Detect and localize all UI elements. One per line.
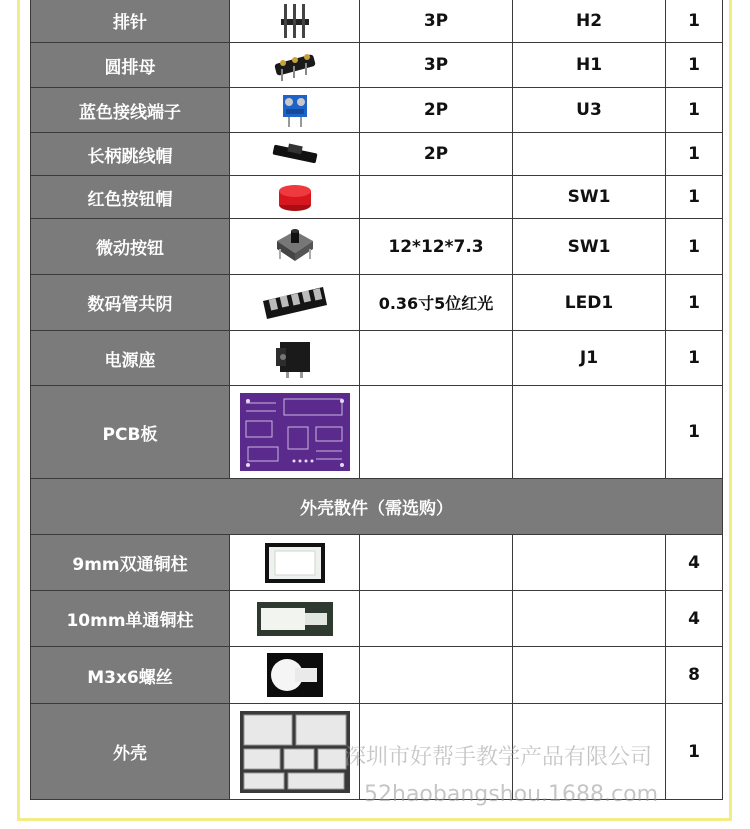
table-row (31, 647, 723, 704)
part-name: 圆排母 (31, 43, 230, 88)
part-ref: SW1 (513, 219, 666, 275)
part-spec (360, 591, 513, 647)
part-name: 长柄跳线帽 (31, 133, 230, 176)
section-header-row (31, 479, 723, 535)
part-ref: H1 (513, 43, 666, 88)
part-spec (360, 386, 513, 479)
part-qty: 1 (666, 386, 723, 479)
table-row (31, 219, 723, 275)
tactile-switch-icon (230, 219, 360, 275)
part-ref (513, 591, 666, 647)
part-ref: H2 (513, 0, 666, 43)
part-qty: 8 (666, 647, 723, 704)
pcb-board-icon (230, 386, 360, 479)
part-spec: 12*12*7.3 (360, 219, 513, 275)
part-ref (513, 386, 666, 479)
part-spec: 0.36寸5位红光 (360, 275, 513, 331)
part-spec (360, 704, 513, 800)
acrylic-case-panels-icon (230, 704, 360, 800)
part-ref (513, 535, 666, 591)
part-qty: 1 (666, 43, 723, 88)
table-row (31, 133, 723, 176)
part-spec (360, 331, 513, 386)
part-spec (360, 176, 513, 219)
part-name: 电源座 (31, 331, 230, 386)
part-qty: 1 (666, 275, 723, 331)
red-button-cap-icon (230, 176, 360, 219)
watermark-url: 52haobangshou.1688.com (364, 782, 659, 807)
nylon-standoff-icon (230, 591, 360, 647)
table-row (31, 591, 723, 647)
table-row (31, 176, 723, 219)
table-row (31, 331, 723, 386)
nylon-spacer-icon (230, 535, 360, 591)
part-qty: 1 (666, 219, 723, 275)
part-name: 10mm单通铜柱 (31, 591, 230, 647)
table-row (31, 704, 723, 800)
part-ref (513, 133, 666, 176)
part-name: 数码管共阴 (31, 275, 230, 331)
part-qty: 4 (666, 591, 723, 647)
part-ref: SW1 (513, 176, 666, 219)
part-spec (360, 647, 513, 704)
part-spec: 2P (360, 88, 513, 133)
part-qty: 1 (666, 331, 723, 386)
parts-table (30, 0, 723, 800)
part-spec: 3P (360, 43, 513, 88)
part-ref (513, 647, 666, 704)
jumper-cap-icon (230, 133, 360, 176)
part-spec: 3P (360, 0, 513, 43)
part-spec (360, 535, 513, 591)
part-name: 微动按钮 (31, 219, 230, 275)
round-female-header-icon (230, 43, 360, 88)
part-ref (513, 704, 666, 800)
pin-header-icon (230, 0, 360, 43)
part-ref: LED1 (513, 275, 666, 331)
part-name: M3x6螺丝 (31, 647, 230, 704)
nylon-screw-icon (230, 647, 360, 704)
part-name: 红色按钮帽 (31, 176, 230, 219)
table-row (31, 275, 723, 331)
power-jack-icon (230, 331, 360, 386)
part-name: 外壳 (31, 704, 230, 800)
part-name: PCB板 (31, 386, 230, 479)
table-row (31, 0, 723, 43)
part-qty: 1 (666, 704, 723, 800)
part-name: 蓝色接线端子 (31, 88, 230, 133)
blue-terminal-block-icon (230, 88, 360, 133)
table-row (31, 43, 723, 88)
watermark-company: 深圳市好帮手教学产品有限公司 (344, 745, 653, 770)
part-name: 9mm双通铜柱 (31, 535, 230, 591)
table-row (31, 386, 723, 479)
part-spec: 2P (360, 133, 513, 176)
part-ref: U3 (513, 88, 666, 133)
part-qty: 1 (666, 0, 723, 43)
part-qty: 1 (666, 133, 723, 176)
section-title: 外壳散件（需选购） (31, 479, 723, 535)
part-qty: 1 (666, 88, 723, 133)
part-ref: J1 (513, 331, 666, 386)
table-row (31, 88, 723, 133)
table-row (31, 535, 723, 591)
part-name: 排针 (31, 0, 230, 43)
part-qty: 4 (666, 535, 723, 591)
part-qty: 1 (666, 176, 723, 219)
seven-segment-display-icon (230, 275, 360, 331)
